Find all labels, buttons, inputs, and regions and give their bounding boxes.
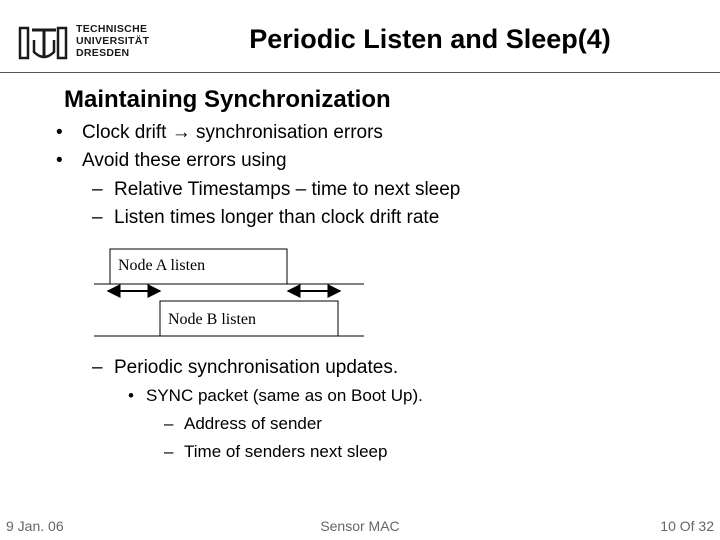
sync-detail-item (164, 413, 322, 435)
node-b-label: Node B listen (168, 311, 256, 328)
bullet-marker: • (56, 122, 63, 143)
university-logo-text (76, 23, 149, 59)
university-logo-icon (18, 22, 68, 66)
sync-packet-item (128, 385, 423, 407)
dash-marker: – (92, 207, 103, 228)
sub-bullet-text: Relative Timestamps – time to next sleep (114, 179, 461, 200)
logo-line-3: DRESDEN (76, 47, 130, 59)
bullet-text: Avoid these errors using (82, 150, 287, 171)
bullet-marker: • (128, 386, 134, 405)
dash-marker: – (164, 414, 174, 433)
footer-center: Sensor MAC (320, 518, 400, 534)
slide-subtitle: Maintaining Synchronization (64, 86, 391, 113)
sub-bullet-text: Listen times longer than clock drift rate (114, 207, 440, 228)
dash-marker: – (164, 442, 174, 461)
sub-bullet-item (92, 357, 398, 379)
bullet-item (56, 122, 383, 144)
bullet-marker: • (56, 150, 63, 171)
logo-line-2: UNIVERSITÄT (76, 35, 150, 47)
footer-page-number: 10 Of 32 (660, 518, 714, 534)
sync-detail-text: Time of senders next sleep (184, 442, 388, 461)
sub-bullet-item (92, 207, 439, 229)
slide-title: Periodic Listen and Sleep(4) (249, 24, 611, 54)
listen-timing-diagram (0, 240, 720, 350)
node-a-label: Node A listen (118, 257, 206, 274)
sub-bullet-item (92, 179, 460, 201)
logo-line-1: TECHNISCHE (76, 23, 148, 35)
university-logo (18, 22, 150, 66)
title-divider (0, 72, 720, 73)
sync-detail-item (164, 441, 387, 463)
sub-bullet-text: Periodic synchronisation updates. (114, 357, 399, 378)
bullet-text: Clock drift → synchronisation errors (82, 122, 383, 143)
dash-marker: – (92, 179, 103, 200)
bullet-item (56, 150, 287, 172)
dash-marker: – (92, 357, 103, 378)
sync-detail-text: Address of sender (184, 414, 322, 433)
sync-packet-text: SYNC packet (same as on Boot Up). (146, 386, 423, 405)
footer-date: 9 Jan. 06 (6, 518, 64, 534)
